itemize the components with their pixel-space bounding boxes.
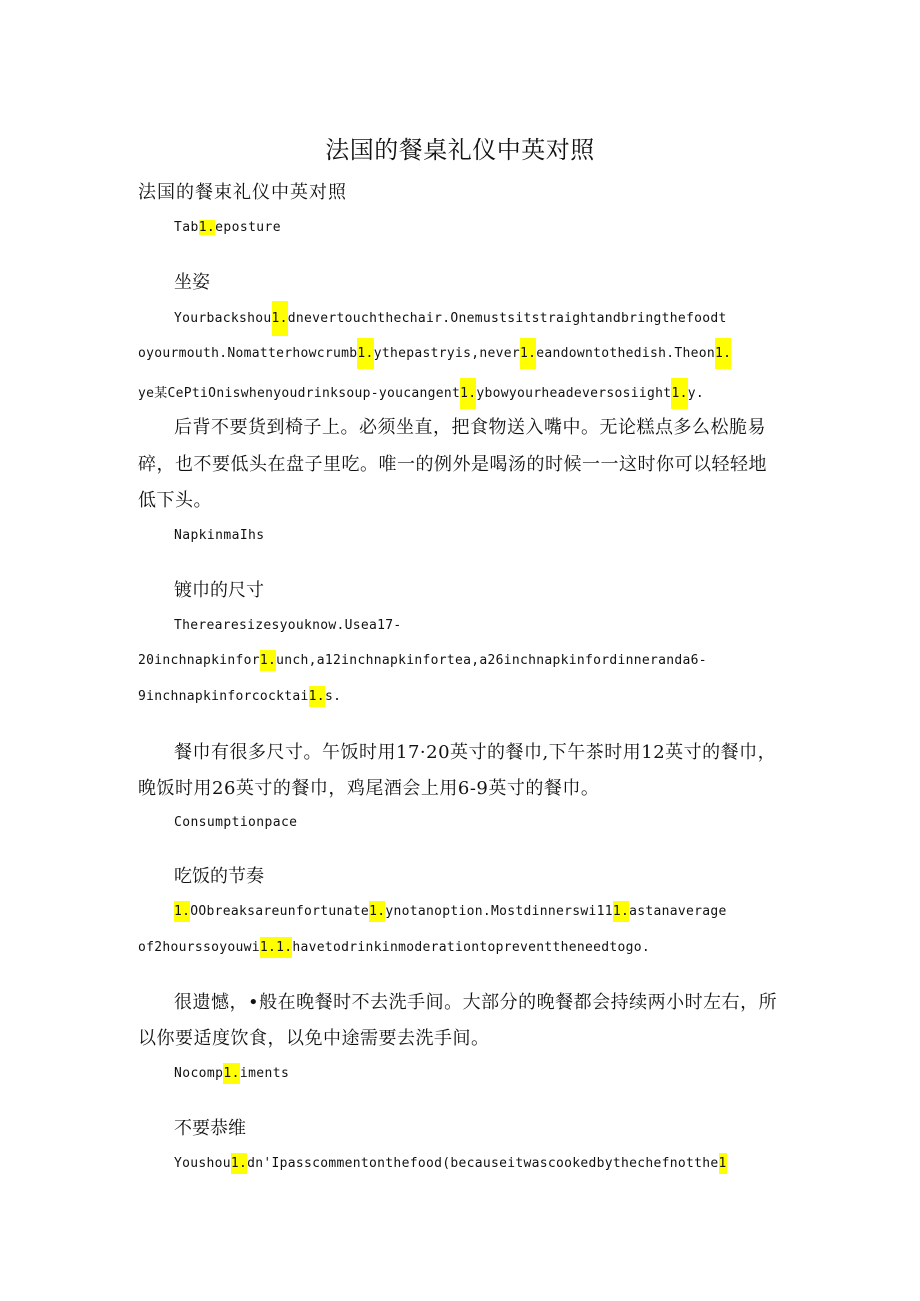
section-heading-en-posture [174, 220, 281, 235]
paragraph-en-line [174, 904, 727, 919]
text-run: ythepastryis,never [373, 346, 520, 361]
paragraph-en-line [138, 689, 341, 704]
text-run: Youshou [174, 1156, 231, 1171]
text-run: havetodrinkinmoderationtopreventtheneedtogo. [292, 940, 650, 955]
highlight-mark: 1. [260, 650, 276, 671]
text-run: iments [239, 1066, 290, 1081]
paragraph-zh-line: 后背不要货到椅子上。必须坐直，把食物送入嘴中。无论糕点多么松脆易 [174, 417, 766, 438]
highlight-mark: 1. [357, 338, 373, 369]
highlight-mark: 1. [715, 338, 731, 369]
paragraph-zh-line: 很遗憾，•般在晚餐时不去洗手间。大部分的晚餐都会持续两小时左右，所 [174, 992, 778, 1013]
paragraph-zh-line: 晚饭时用26英寸的餐巾，鸡尾酒会上用6-9英寸的餐巾。 [138, 778, 600, 799]
highlight-mark: 1. [613, 901, 629, 922]
paragraph-en-line [138, 940, 650, 955]
highlight-mark: 1. [309, 686, 325, 707]
text-run: oyourmouth.Nomatterhowcrumb [138, 346, 358, 361]
text-run: Yourbackshou [174, 311, 272, 326]
highlight-mark: 1. [198, 220, 216, 235]
text-run: eandowntothedish.Theon [536, 346, 716, 361]
highlight-mark: 1. [369, 901, 385, 922]
highlight-mark: 1. [460, 378, 476, 409]
paragraph-zh-line: 碎，也不要低头在盘子里吃。唯一的例外是喝汤的时候一一这时你可以轻轻地 [138, 454, 767, 475]
text-run: ynotanoption.Mostdinnerswi11 [385, 904, 613, 919]
section-heading-en-pace: Consumptionpace [174, 815, 298, 830]
text-run: s. [324, 689, 342, 704]
highlight-mark: 1. [231, 1153, 247, 1174]
paragraph-zh-line: 餐巾有很多尺寸。午饭时用17·20英寸的餐巾,下午茶时用12英寸的餐巾， [174, 742, 777, 763]
section-heading-en-napkins: NapkinmaIhs [174, 528, 265, 543]
paragraph-en-line [174, 1156, 727, 1171]
highlight-mark: 1. [223, 1063, 239, 1084]
section-heading-zh-napkins: 镀巾的尺寸 [174, 580, 264, 601]
text-run: astanaverage [629, 904, 727, 919]
text-run: OObreaksareunfortunate [190, 904, 370, 919]
text-run: y. [687, 386, 704, 401]
text-run: ybowyourheadeversosiight [476, 386, 672, 401]
highlight-mark: 1. [671, 378, 687, 409]
paragraph-en-line [138, 382, 704, 401]
paragraph-en-line [138, 346, 731, 361]
page-title: 法国的餐桌礼仪中英对照 [325, 136, 595, 164]
highlight-mark: 1. [174, 901, 190, 922]
highlight-mark: 1. [272, 301, 288, 336]
text-run: dnevertouchthechair.Onemustsitstraightandbringthefoodt [287, 311, 727, 326]
text-run: eposture [215, 220, 281, 235]
section-heading-zh-compliments: 不要恭维 [174, 1118, 246, 1139]
highlight-mark: 1 [719, 1153, 727, 1174]
text-run: Nocomp [174, 1066, 224, 1081]
text-run: dn'Ipasscommentonthefood(becauseitwascookedbythechefnotthe [247, 1156, 719, 1171]
paragraph-en-line: Therearesizesyouknow.Usea17- [174, 618, 402, 633]
section-heading-zh-pace: 吃饭的节奏 [174, 866, 264, 887]
text-run: ye某CePtiOniswhenyoudrinksoup-youcangent [138, 386, 461, 401]
text-run: unch,a12inchnapkinfortea,a26inchnapkinfordinneranda6- [276, 653, 707, 668]
text-run: 20inchnapkinfor [138, 653, 260, 668]
paragraph-zh-line: 低下头。 [138, 490, 212, 511]
page-subtitle: 法国的餐束礼仪中英对照 [138, 182, 347, 203]
highlight-mark: 1.1. [260, 937, 293, 958]
text-run: of2hourssoyouwi [138, 940, 260, 955]
highlight-mark: 1. [520, 338, 536, 369]
paragraph-zh-line: 以你要适度饮食，以免中途需要去洗手间。 [138, 1028, 490, 1049]
paragraph-en-line [138, 653, 707, 668]
paragraph-en-line [174, 311, 727, 326]
text-run: 9inchnapkinforcocktai [138, 689, 309, 704]
section-heading-en-compliments [174, 1066, 289, 1081]
text-run: Tab [174, 220, 199, 235]
section-heading-zh-posture: 坐姿 [174, 272, 210, 293]
